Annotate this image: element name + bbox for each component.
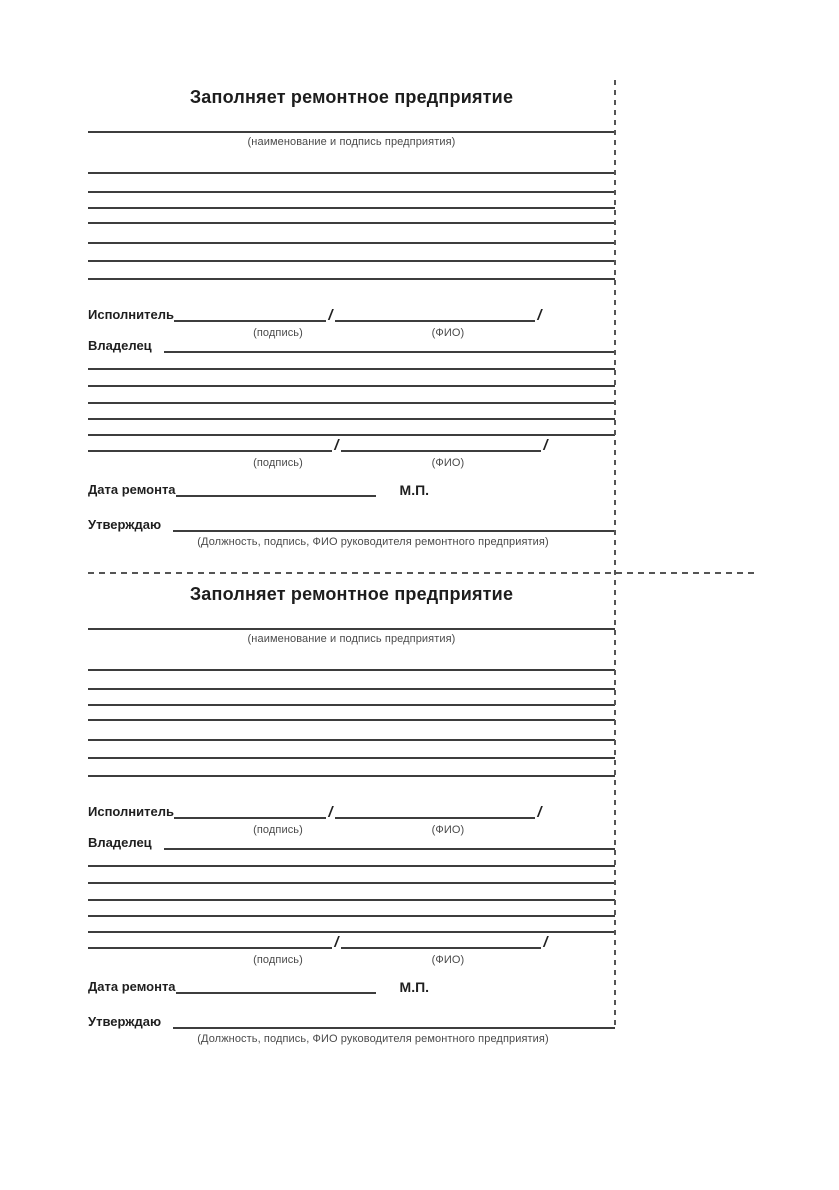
- section-title: Заполняет ремонтное предприятие: [189, 87, 514, 107]
- vertical-cut-mark: [614, 80, 616, 1030]
- blank-line: [88, 222, 615, 224]
- fio-caption: (ФИО): [431, 457, 465, 469]
- owner-fio-blank: [341, 932, 541, 949]
- blank-line: [88, 757, 615, 759]
- blank-line: [88, 865, 615, 867]
- approve-row: [88, 515, 615, 532]
- enterprise-name-caption: (наименование и подпись предприятия): [247, 136, 456, 148]
- blank-line: [88, 704, 615, 706]
- blank-line: [88, 368, 615, 370]
- repair-date-row: [88, 977, 615, 994]
- fio-caption: (ФИО): [431, 824, 465, 836]
- approve-caption: (Должность, подпись, ФИО руководителя ремонтного предприятия): [197, 1033, 549, 1045]
- owner-blank-line: [164, 335, 615, 353]
- enterprise-name-blank-line: [88, 628, 615, 630]
- blank-line: [88, 669, 615, 671]
- stamp-place-label: М.П.: [399, 482, 430, 498]
- owner-signature-blank: [88, 435, 332, 452]
- slash-separator: /: [543, 934, 548, 951]
- owner-row: [88, 832, 615, 850]
- blank-line: [88, 172, 615, 174]
- blank-line: [88, 688, 615, 690]
- owner-row: [88, 335, 615, 353]
- owner-captions-row: [88, 954, 615, 968]
- spacer: [376, 480, 400, 497]
- blank-line: [88, 882, 615, 884]
- spacer: [161, 515, 173, 532]
- executor-signature-blank: [174, 801, 326, 819]
- approve-caption: (Должность, подпись, ФИО руководителя ремонтного предприятия): [197, 536, 549, 548]
- horizontal-cut-mark: [88, 572, 755, 574]
- owner-blank-line: [164, 832, 615, 850]
- blank-line: [88, 260, 615, 262]
- repair-date-label: Дата ремонта: [88, 979, 176, 994]
- executor-label: Исполнитель: [88, 804, 174, 819]
- blank-line: [88, 739, 615, 741]
- blank-line: [88, 915, 615, 917]
- fio-caption: (ФИО): [431, 954, 465, 966]
- owner-label: Владелец: [88, 835, 152, 850]
- slash-separator: /: [543, 437, 548, 454]
- repair-date-blank: [176, 977, 376, 994]
- executor-signature-row: [88, 304, 615, 322]
- enterprise-name-caption: (наименование и подпись предприятия): [247, 633, 456, 645]
- repair-date-label: Дата ремонта: [88, 482, 176, 497]
- owner-fio-blank: [341, 435, 541, 452]
- blank-line: [88, 278, 615, 280]
- slash-separator: /: [328, 804, 333, 821]
- form-section-copy-2: [88, 582, 615, 1052]
- executor-label: Исполнитель: [88, 307, 174, 322]
- signature-caption: (подпись): [253, 824, 303, 836]
- signature-caption: (подпись): [253, 327, 303, 339]
- slash-separator: /: [334, 934, 339, 951]
- executor-fio-blank: [335, 304, 535, 322]
- enterprise-name-blank-line: [88, 131, 615, 133]
- spacer: [161, 1012, 173, 1029]
- blank-line: [88, 719, 615, 721]
- owner-signature-row: [88, 435, 615, 452]
- blank-line: [88, 207, 615, 209]
- owner-label: Владелец: [88, 338, 152, 353]
- section-title: Заполняет ремонтное предприятие: [189, 584, 514, 604]
- blank-line: [88, 402, 615, 404]
- owner-captions-row: [88, 457, 615, 471]
- blank-line: [88, 191, 615, 193]
- spacer: [376, 977, 400, 994]
- fio-caption: (ФИО): [431, 327, 465, 339]
- blank-line: [88, 899, 615, 901]
- signature-caption: (подпись): [253, 457, 303, 469]
- blank-line: [88, 418, 615, 420]
- approve-blank-line: [173, 1012, 615, 1029]
- approve-label: Утверждаю: [88, 517, 162, 532]
- repair-date-blank: [176, 480, 376, 497]
- blank-line: [88, 385, 615, 387]
- approve-blank-line: [173, 515, 615, 532]
- slash-separator: /: [328, 307, 333, 324]
- form-section-copy-1: [88, 85, 615, 555]
- executor-signature-blank: [174, 304, 326, 322]
- spacer: [152, 832, 164, 850]
- repair-date-row: [88, 480, 615, 497]
- owner-signature-blank: [88, 932, 332, 949]
- executor-fio-blank: [335, 801, 535, 819]
- blank-line: [88, 242, 615, 244]
- owner-signature-row: [88, 932, 615, 949]
- slash-separator: /: [334, 437, 339, 454]
- approve-row: [88, 1012, 615, 1029]
- slash-separator: /: [537, 307, 542, 324]
- executor-signature-row: [88, 801, 615, 819]
- spacer: [152, 335, 164, 353]
- stamp-place-label: М.П.: [399, 979, 430, 995]
- approve-label: Утверждаю: [88, 1014, 162, 1029]
- signature-caption: (подпись): [253, 954, 303, 966]
- blank-line: [88, 775, 615, 777]
- slash-separator: /: [537, 804, 542, 821]
